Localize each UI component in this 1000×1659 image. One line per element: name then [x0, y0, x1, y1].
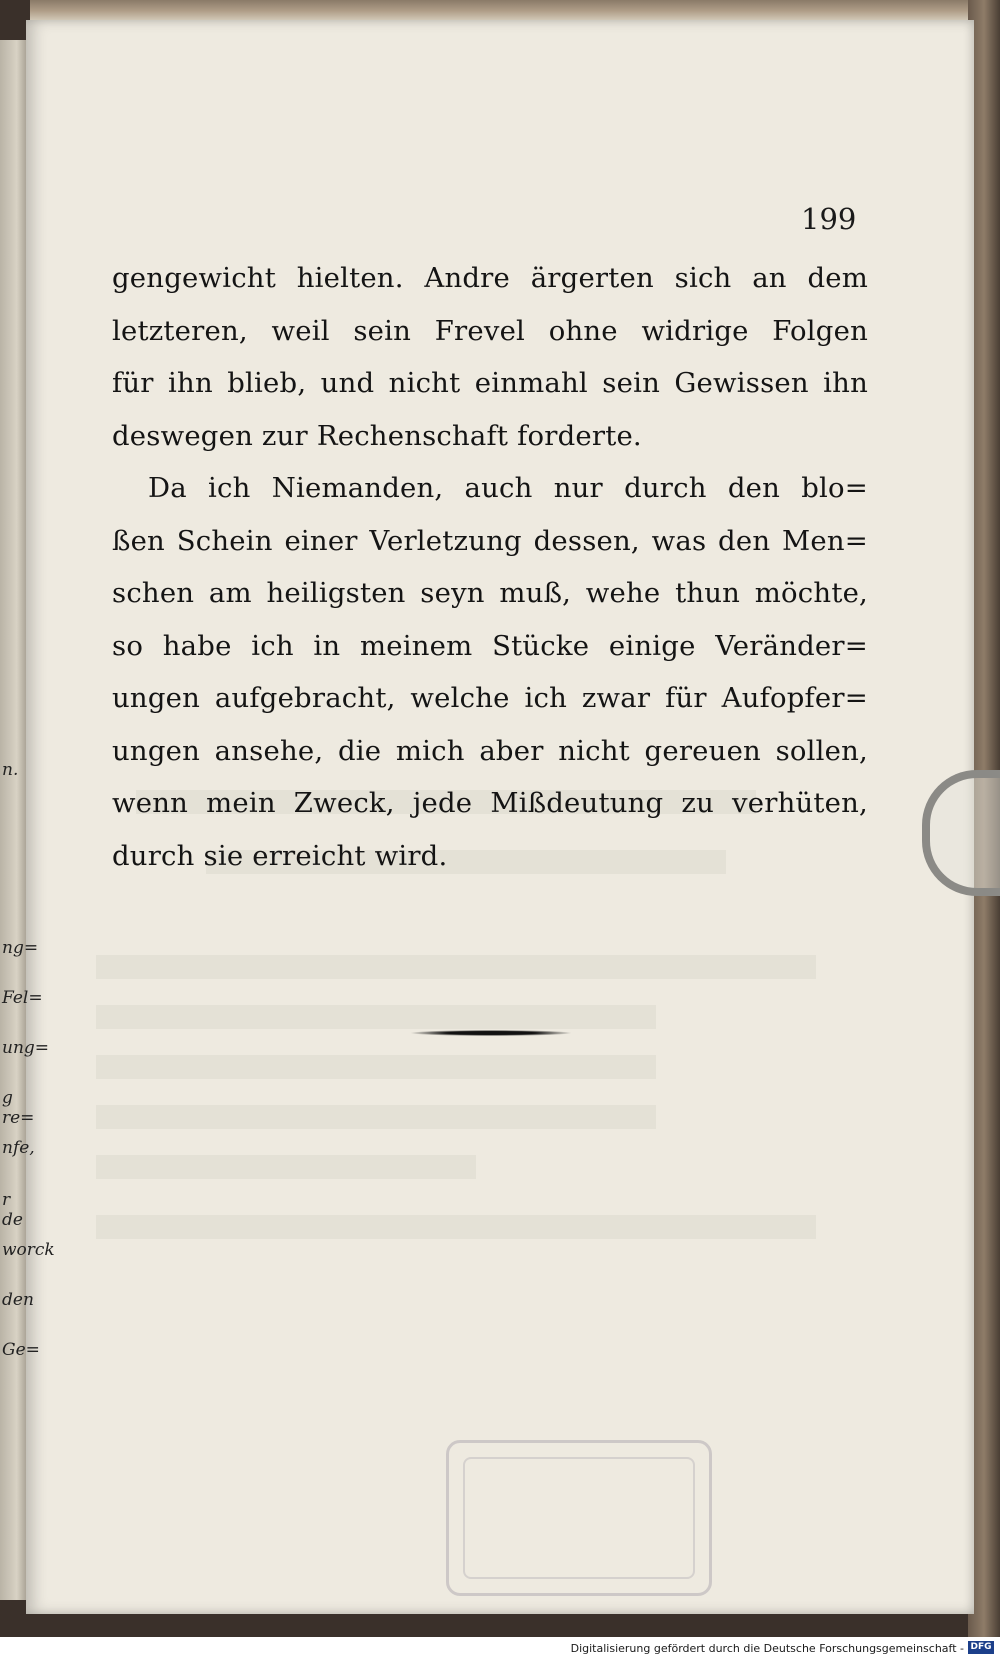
text-line: deswegen zur Rechenschaft forderte.: [112, 419, 642, 452]
adjacent-page-fragment: ung=: [2, 1038, 50, 1058]
library-stamp: [446, 1440, 712, 1596]
paragraph: [112, 462, 868, 882]
paragraph: [112, 252, 868, 462]
text-line: so habe ich in meinem Stücke einige Veränder=: [112, 629, 868, 662]
text-line: wenn mein Zweck, jede Mißdeutung zu verhüten,: [112, 787, 868, 819]
text-line: durch sie erreicht wird.: [112, 839, 448, 872]
page-stack-edge: [30, 0, 975, 22]
end-ornament-rule: [411, 1030, 571, 1036]
book-page: [26, 20, 974, 1614]
adjacent-page-fragment: worck: [2, 1240, 55, 1260]
adjacent-page-fragment: ng=: [2, 938, 39, 958]
bleed-through-shadow: [96, 955, 816, 979]
text-line: ungen ansehe, die mich aber nicht gereuen sollen,: [112, 734, 868, 767]
text-line: ungen aufgebracht, welche ich zwar für Aufopfer=: [112, 682, 868, 714]
library-stamp-border: [463, 1457, 695, 1579]
bleed-through-shadow: [96, 1215, 816, 1239]
page-number: 199: [801, 202, 857, 236]
dfg-logo[interactable]: DFG: [968, 1641, 994, 1654]
adjacent-page-fragment: Fel=: [2, 988, 43, 1008]
adjacent-page-fragment: g re=: [2, 1088, 35, 1128]
adjacent-page-fragment: nfe,: [2, 1138, 35, 1158]
text-line: schen am heiligsten seyn muß, wehe thun möchte,: [112, 577, 868, 609]
text-line: für ihn blieb, und nicht einmahl sein Gewissen ihn: [112, 367, 868, 399]
adjacent-page-fragment: Ge=: [2, 1340, 40, 1360]
adjacent-page-fragment: den: [2, 1290, 34, 1310]
adjacent-page-fragment: n.: [2, 760, 19, 780]
text-line: letzteren, weil sein Frevel ohne widrige Folgen: [112, 314, 868, 347]
bleed-through-shadow: [96, 1005, 656, 1029]
footer-credit: Digitalisierung gefördert durch die Deutsche Forschungsgemeinschaft -: [570, 1642, 964, 1655]
text-line: ßen Schein einer Verletzung dessen, was den Men=: [112, 524, 868, 557]
adjacent-page-text: [0, 0, 55, 1659]
text-line: Da ich Niemanden, auch nur durch den blo=: [148, 472, 868, 504]
text-line: gengewicht hielten. Andre ärgerten sich an dem: [112, 262, 868, 294]
bleed-through-shadow: [96, 1155, 476, 1179]
bleed-through-shadow: [96, 1055, 656, 1079]
adjacent-page-fragment: r de: [2, 1190, 23, 1230]
bleed-through-shadow: [96, 1105, 656, 1129]
body-text: [112, 252, 868, 882]
